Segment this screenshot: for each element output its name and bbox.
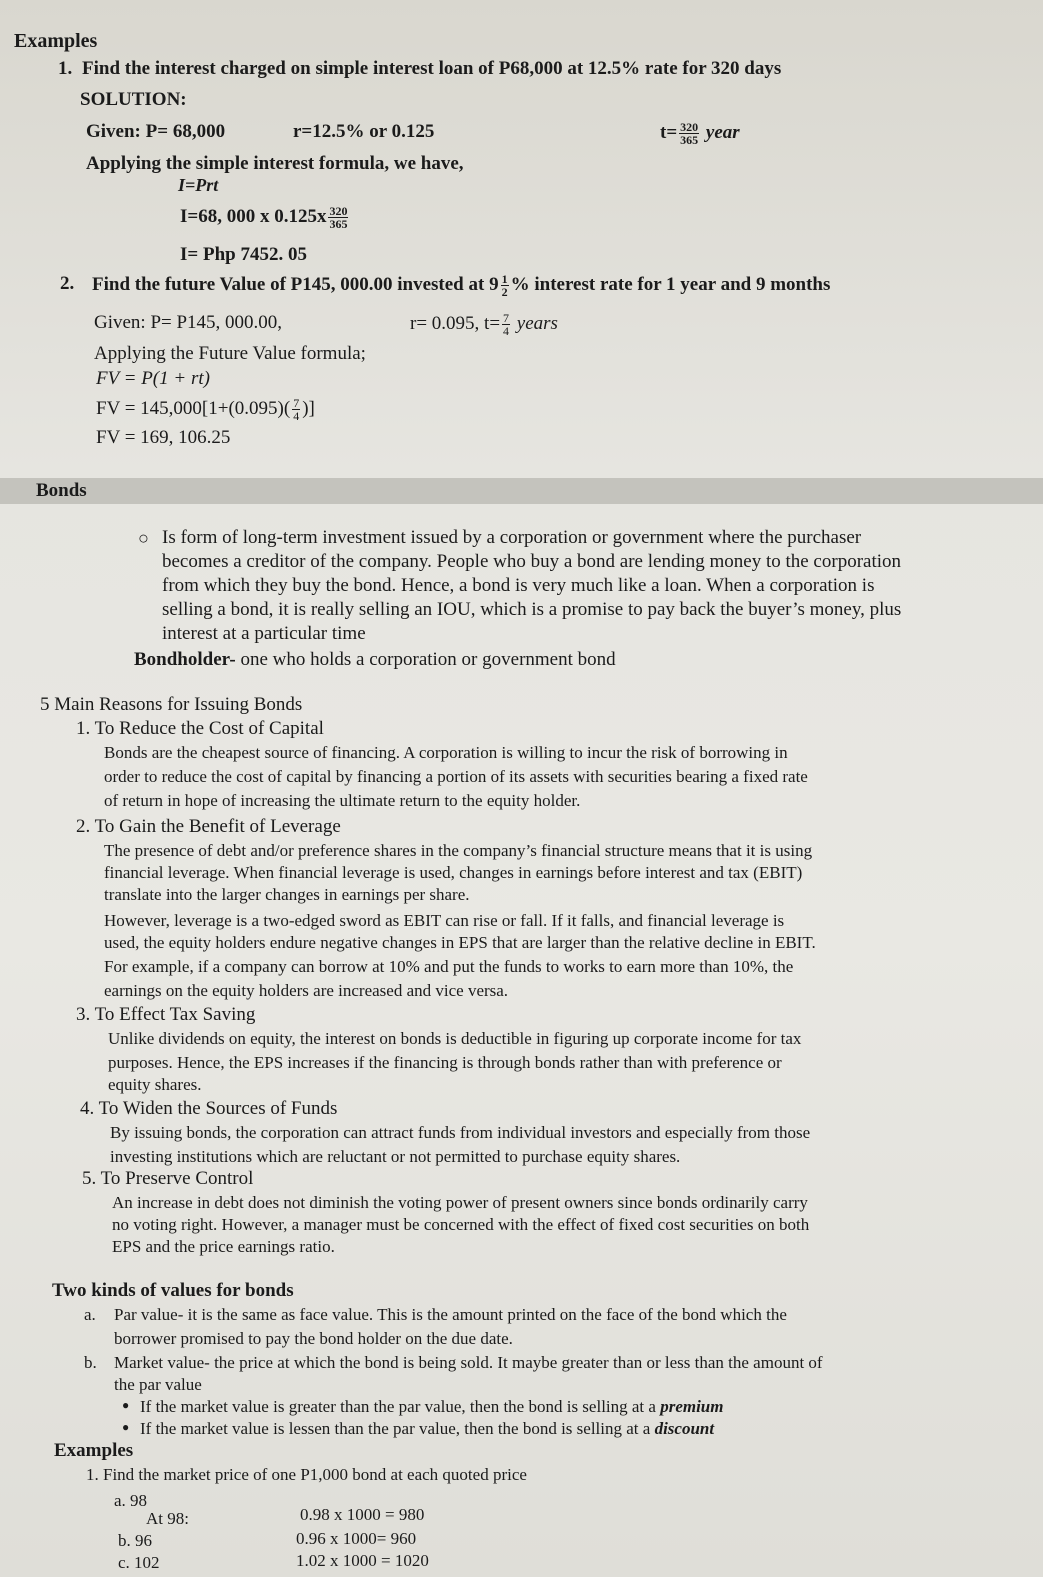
- reason-5-title: 5. To Preserve Control: [82, 1168, 254, 1189]
- example1-number: 1.: [58, 58, 73, 79]
- reason-2-line-6: For example, if a company can borrow at 10% and put the funds to works to earn more than 10%, the: [104, 957, 794, 976]
- discount-line: If the market value is lessen than the par value, then the bond is selling at a discount: [140, 1419, 715, 1438]
- reason-3-line-2: purposes. Hence, the EPS increases if the financing is through bonds rather than with preference or: [108, 1053, 782, 1072]
- examples-bottom-heading: Examples: [54, 1440, 134, 1461]
- bonds-header-bar: [0, 478, 1043, 504]
- quote-b-label: b. 96: [118, 1531, 152, 1550]
- quote-c-label: c. 102: [118, 1553, 160, 1572]
- reason-2-title: 2. To Gain the Benefit of Leverage: [76, 816, 341, 837]
- bondholder-definition: Bondholder- one who holds a corporation or government bond: [134, 649, 616, 670]
- value-b-line-1: Market value- the price at which the bond is being sold. It maybe greater than or less than the amount of: [114, 1353, 823, 1372]
- apply-simple-interest: Applying the simple interest formula, we have,: [86, 153, 464, 174]
- reason-2-line-4: However, leverage is a two-edged sword as EBIT can rise or fall. If it falls, and financial leverage is: [104, 911, 785, 930]
- reason-3-line-3: equity shares.: [108, 1075, 202, 1094]
- reason-4-line-2: investing institutions which are reluctant or not permitted to purchase equity shares.: [110, 1147, 681, 1166]
- calc-fraction: $\frac{320}{365}$: [329, 204, 348, 231]
- result-simple: I= Php 7452. 05: [180, 244, 307, 265]
- bonds-def-line-2: becomes a creditor of the company. People who buy a bond are lending money to the corporation: [162, 551, 902, 572]
- reason-1-line-2: order to reduce the cost of capital by financing a portion of its assets with securities bearing a fixed rate: [104, 767, 808, 786]
- formula-fv: FV = P(1 + rt): [96, 368, 210, 389]
- reason-4-title: 4. To Widen the Sources of Funds: [80, 1098, 338, 1119]
- example2-question: Find the future Value of P145, 000.00 invested at 9 $\frac{1}{2}$ % interest rate for 1 year and 9 months: [92, 272, 831, 299]
- reason-3-line-1: Unlike dividends on equity, the interest on bonds is deductible in figuring up corporate income for tax: [108, 1029, 802, 1048]
- market-price-question: 1. Find the market price of one P1,000 bond at each quoted price: [86, 1465, 527, 1484]
- value-a-line-1: Par value- it is the same as face value. This is the amount printed on the face of the bond which the: [114, 1305, 787, 1324]
- given-fv: Given: P= P145, 000.00,: [94, 312, 283, 333]
- values-title: Two kinds of values for bonds: [52, 1280, 294, 1301]
- t-label: t=: [660, 121, 678, 143]
- reason-2-line-2: financial leverage. When financial leverage is used, changes in earnings before interest and tax (EBIT): [104, 863, 803, 882]
- result-fv: FV = 169, 106.25: [96, 427, 231, 448]
- reason-5-line-2: no voting right. However, a manager must be concerned with the effect of fixed cost securities on both: [112, 1215, 810, 1234]
- given-t: [660, 121, 740, 146]
- reason-3-title: 3. To Effect Tax Saving: [76, 1004, 256, 1025]
- bonds-def-line-4: selling a bond, it is really selling an IOU, which is a promise to pay back the buyer’s money, plus: [162, 599, 902, 620]
- formula-simple: I=Prt: [178, 175, 219, 195]
- given-r: r=12.5% or 0.125: [293, 121, 435, 142]
- reason-1-title: 1. To Reduce the Cost of Capital: [76, 718, 324, 739]
- bonds-def-line-3: from which they buy the bond. Hence, a bond is very much like a loan. When a corporation is: [162, 575, 875, 596]
- reason-2-line-5: used, the equity holders endure negative changes in EPS that are larger than the relative decline in EBIT.: [104, 933, 816, 952]
- apply-future-value: Applying the Future Value formula;: [94, 343, 366, 364]
- bonds-def-line-1: Is form of long-term investment issued by a corporation or government where the purchaser: [162, 527, 862, 548]
- reason-5-line-1: An increase in debt does not diminish the voting power of present owners since bonds ordinarily carry: [112, 1193, 808, 1212]
- reason-4-line-1: By issuing bonds, the corporation can attract funds from individual investors and especially from those: [110, 1123, 811, 1142]
- t-fraction: $\frac{320}{365}$: [680, 120, 699, 147]
- given-p: Given: P= 68,000: [86, 121, 226, 142]
- bullet-dot: ●: [122, 1398, 130, 1412]
- example1-question: Find the interest charged on simple interest loan of P68,000 at 12.5% rate for 320 days: [82, 58, 782, 79]
- quote-b-calc: 0.96 x 1000= 960: [296, 1529, 417, 1548]
- quote-a-at: At 98:: [146, 1509, 189, 1528]
- reason-2-line-1: The presence of debt and/or preference shares in the company’s financial structure means that it is using: [104, 841, 813, 860]
- bullet-circle: ○: [138, 528, 149, 548]
- value-b-line-2: the par value: [114, 1375, 202, 1394]
- calc-simple: I=68, 000 x 0.125x $\frac{320}{365}$: [180, 204, 348, 231]
- example2-number: 2.: [60, 273, 75, 294]
- value-a-label: a.: [84, 1305, 96, 1324]
- quote-c-calc: 1.02 x 1000 = 1020: [296, 1551, 429, 1570]
- reason-1-line-3: of return in hope of increasing the ultimate return to the equity holder.: [104, 791, 581, 810]
- given-fv-rt: r= 0.095, t= $\frac{7}{4}$ years: [410, 311, 558, 338]
- reason-1-line-1: Bonds are the cheapest source of financing. A corporation is willing to incur the risk of borrowing in: [104, 743, 788, 762]
- reason-2-line-3: translate into the larger changes in earnings per share.: [104, 885, 470, 904]
- bullet-dot: ●: [122, 1420, 130, 1434]
- value-a-line-2: borrower promised to pay the bond holder on the due date.: [114, 1329, 513, 1348]
- quote-a-calc: 0.98 x 1000 = 980: [300, 1505, 425, 1524]
- examples-heading: Examples: [14, 30, 98, 52]
- value-b-label: b.: [84, 1353, 97, 1372]
- reasons-title: 5 Main Reasons for Issuing Bonds: [40, 694, 303, 715]
- bonds-def-line-5: interest at a particular time: [162, 623, 366, 644]
- bonds-header: Bonds: [36, 480, 87, 501]
- reason-5-line-3: EPS and the price earnings ratio.: [112, 1237, 335, 1256]
- solution-label: SOLUTION:: [80, 89, 187, 110]
- calc-fv: FV = 145,000[1+(0.095)( $\frac{7}{4}$ )]: [96, 396, 315, 423]
- quote-a-label: a. 98: [114, 1491, 148, 1510]
- premium-line: If the market value is greater than the par value, then the bond is selling at a premium: [140, 1397, 724, 1416]
- t-unit: year: [705, 121, 740, 143]
- reason-2-line-7: earnings on the equity holders are increased and vice versa.: [104, 981, 509, 1000]
